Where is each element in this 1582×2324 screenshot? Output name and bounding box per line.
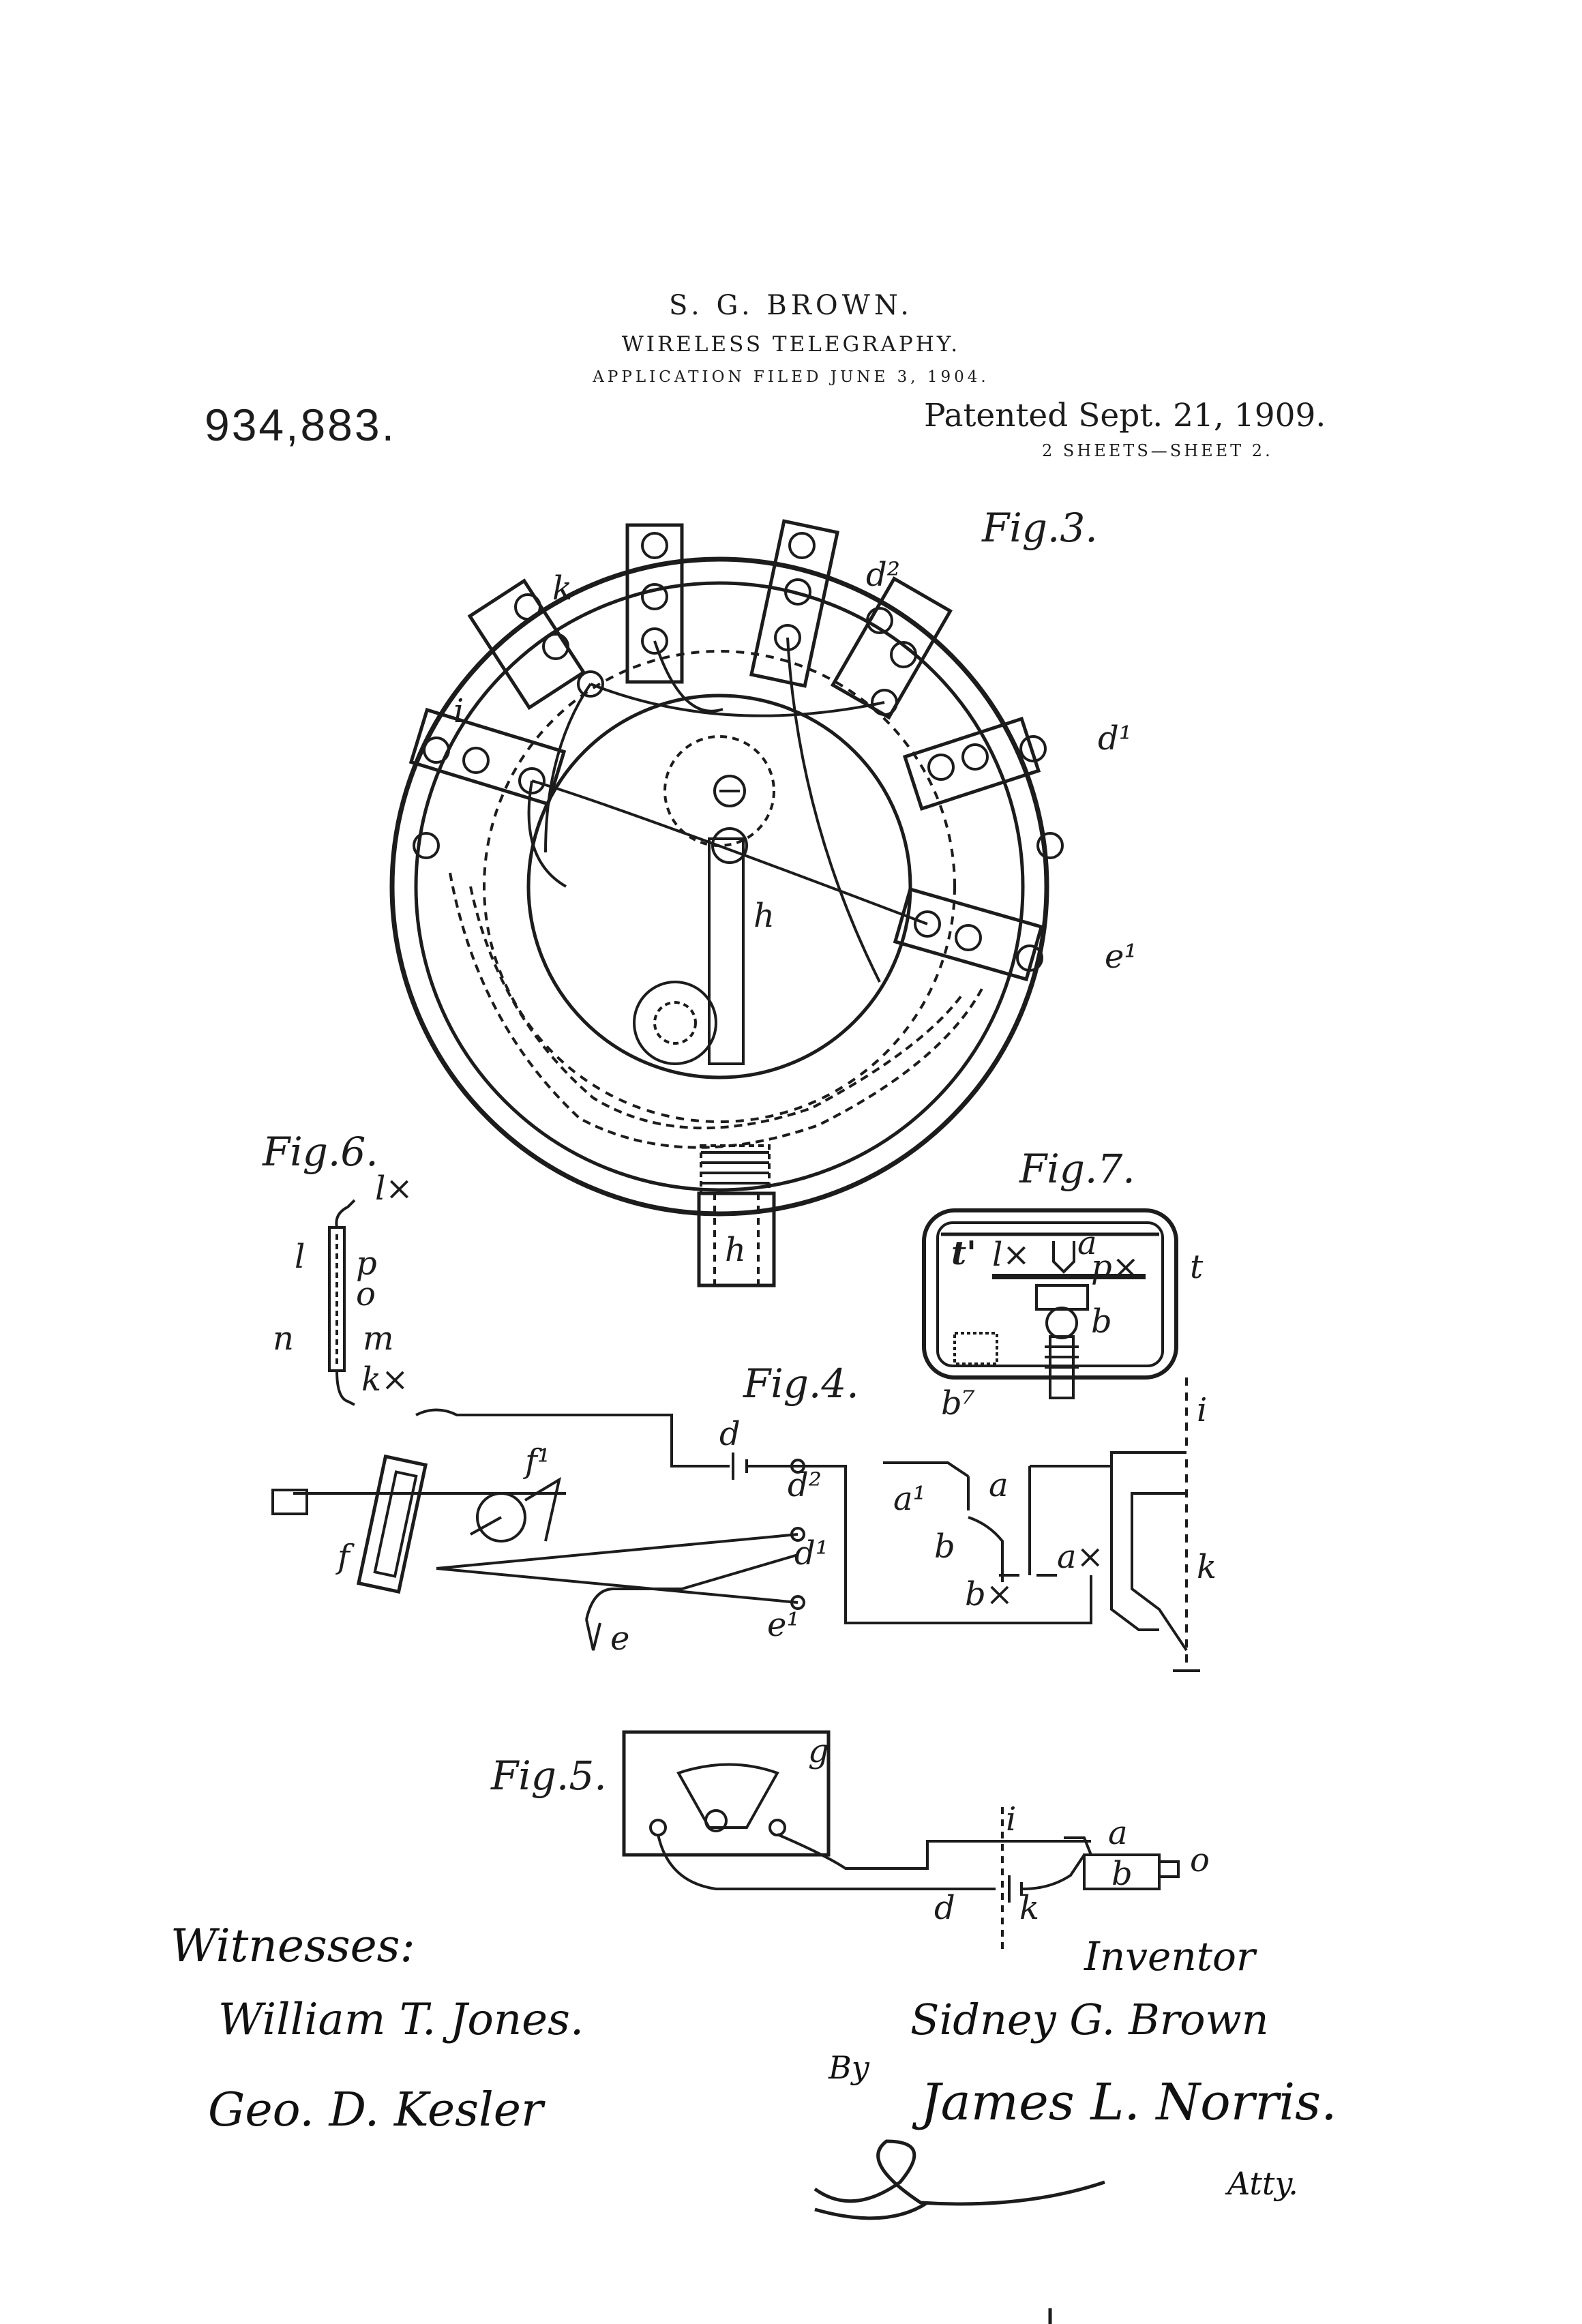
- fig7-label-t: t: [1190, 1248, 1204, 1286]
- fig5-label-b: b: [1111, 1855, 1133, 1893]
- fig3-label-k: k: [552, 569, 573, 608]
- attorney-designation: Atty.: [1227, 2165, 1298, 2202]
- fig5-label-i: i: [1006, 1800, 1017, 1838]
- fig6-caption: Fig.6.: [263, 1129, 378, 1175]
- fig3-label-e1: e¹: [1105, 938, 1137, 976]
- signature-flourishes: [815, 2141, 1105, 2324]
- fig4-label-a1: a¹: [893, 1480, 926, 1518]
- fig3-label-h-stem: h: [725, 1231, 746, 1269]
- fig3-label-d2: d²: [866, 556, 900, 594]
- inventor-name-header: S. G. BROWN.: [669, 290, 913, 321]
- sheet-count: 2 SHEETS—SHEET 2.: [1042, 441, 1273, 460]
- fig5-label-d: d: [934, 1889, 955, 1927]
- fig7-label-a: a: [1077, 1224, 1097, 1262]
- witnesses-heading: Witnesses:: [170, 1920, 415, 1972]
- witness-2-signature: Geo. D. Kesler: [208, 2083, 543, 2137]
- fig3-label-d1: d¹: [1098, 719, 1132, 758]
- application-filed-date: APPLICATION FILED JUNE 3, 1904.: [593, 368, 989, 386]
- fig6-label-l: l: [295, 1238, 305, 1276]
- fig7-label-b7: b⁷: [941, 1384, 975, 1422]
- fig3-caption: Fig.3.: [982, 505, 1098, 551]
- fig4-label-f: f: [338, 1538, 350, 1576]
- fig3-label-h: h: [753, 897, 775, 935]
- fig5-caption: Fig.5.: [491, 1753, 607, 1799]
- by-label: By: [829, 2049, 869, 2086]
- fig7-label-t-prime: t': [951, 1234, 976, 1272]
- inventor-signature: Sidney G. Brown: [910, 1995, 1269, 2044]
- fig4-label-f1: f¹: [525, 1442, 551, 1480]
- fig3-label-i: i: [453, 692, 464, 730]
- fig4-label-e1: e¹: [767, 1606, 800, 1644]
- fig4-caption: Fig.4.: [743, 1360, 859, 1407]
- fig5-label-o: o: [1190, 1841, 1210, 1879]
- fig6-label-n: n: [273, 1320, 294, 1358]
- fig7-label-px: p×: [1091, 1248, 1139, 1286]
- fig5-label-k: k: [1019, 1889, 1040, 1927]
- fig3-drawing: [392, 521, 1062, 1285]
- patent-number: 934,883.: [205, 400, 396, 450]
- fig7-label-b: b: [1091, 1302, 1112, 1341]
- fig5-label-a: a: [1108, 1814, 1128, 1852]
- witness-1-signature: William T. Jones.: [218, 1995, 584, 2045]
- fig6-drawing: [329, 1200, 355, 1405]
- inventor-heading: Inventor: [1084, 1933, 1255, 1980]
- fig6-label-lx: l×: [375, 1170, 413, 1208]
- fig4-label-k: k: [1197, 1548, 1217, 1586]
- fig4-label-d: d: [719, 1415, 741, 1453]
- fig7-caption: Fig.7.: [1019, 1146, 1135, 1192]
- fig6-label-m: m: [363, 1320, 394, 1358]
- attorney-signature: James L. Norris.: [921, 2073, 1337, 2132]
- fig4-label-ax: a×: [1057, 1538, 1104, 1576]
- fig5-drawing: [624, 1732, 1178, 1950]
- fig4-label-b: b: [934, 1528, 955, 1566]
- fig4-label-e: e: [610, 1620, 630, 1658]
- fig4-label-d2: d²: [788, 1466, 822, 1504]
- patented-date: Patented Sept. 21, 1909.: [924, 397, 1326, 434]
- fig6-label-o: o: [356, 1275, 376, 1313]
- patent-title: WIRELESS TELEGRAPHY.: [621, 332, 961, 357]
- fig5-label-g: g: [808, 1732, 829, 1770]
- fig7-label-lx: l×: [992, 1236, 1030, 1274]
- fig4-label-i: i: [1197, 1391, 1208, 1429]
- fig4-label-bx: b×: [965, 1575, 1013, 1613]
- fig6-label-kx: k×: [361, 1360, 409, 1399]
- fig4-label-d1: d¹: [794, 1534, 829, 1573]
- fig4-label-a: a: [989, 1466, 1009, 1504]
- fig6-label-p: p: [356, 1245, 377, 1283]
